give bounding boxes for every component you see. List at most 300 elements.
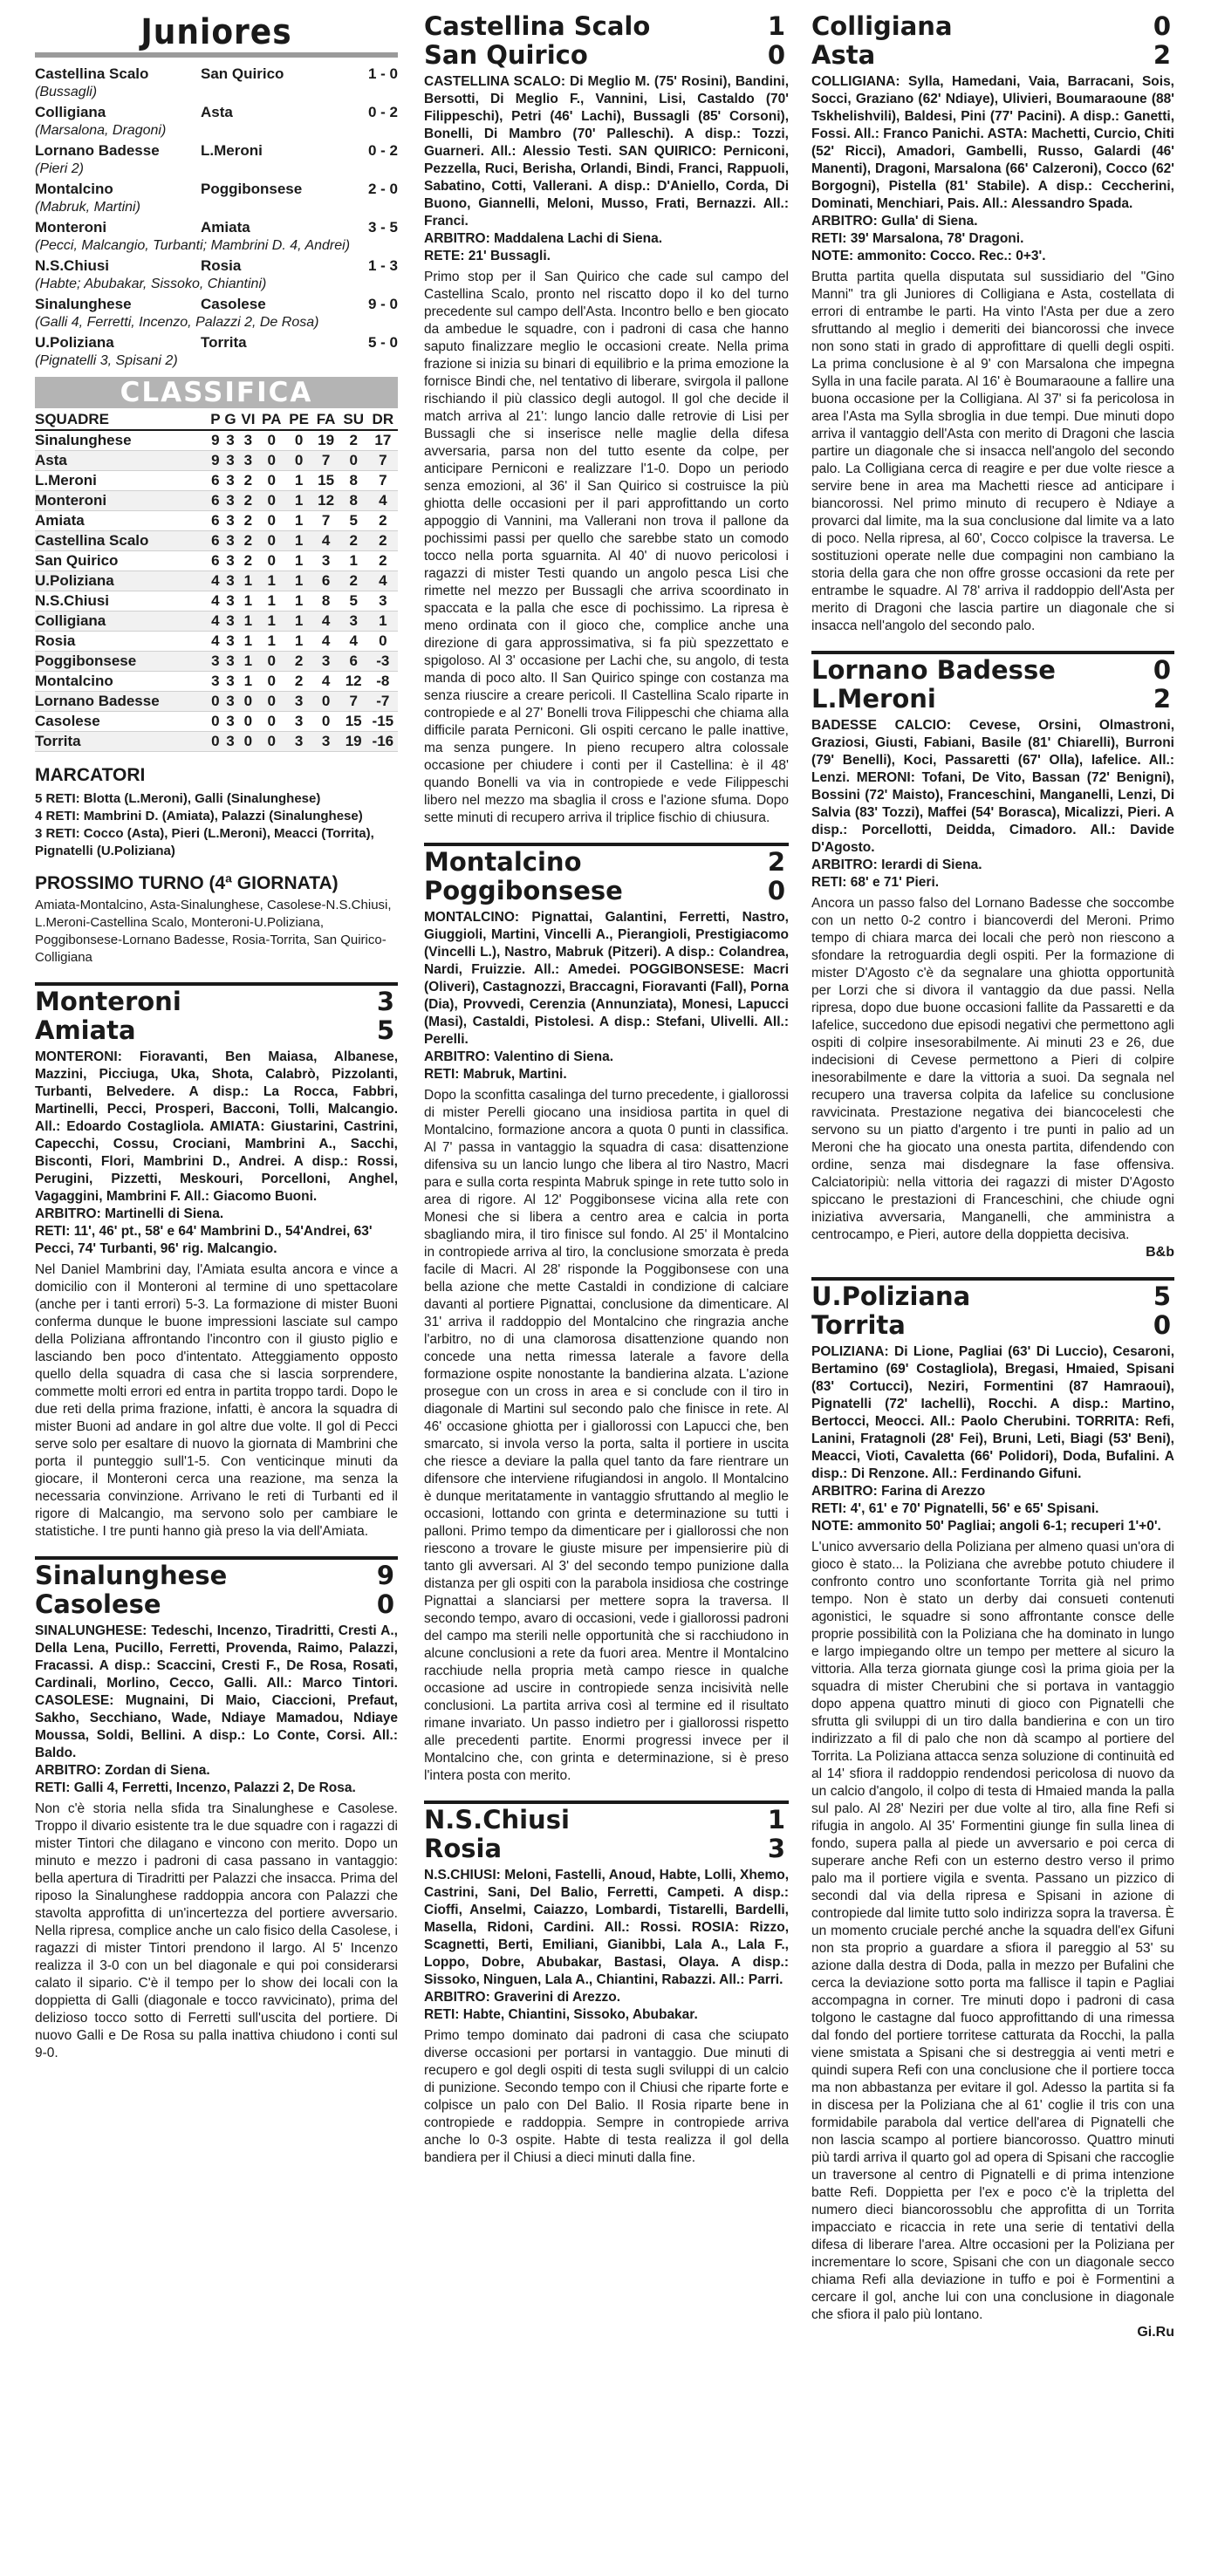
scorer-goals-label: 5 RETI:: [35, 791, 80, 806]
home-team: Lornano Badesse: [811, 655, 1056, 685]
home-team: Colligiana: [811, 11, 953, 41]
standings-cell: 1: [258, 591, 285, 612]
goals: RETI: 68' e 71' Pieri.: [811, 875, 940, 890]
match-lornano-meroni: [811, 651, 1174, 1261]
match-montalcino-poggibonsese: [424, 843, 789, 1785]
standings-row: [35, 712, 398, 732]
home-team: U.Poliziana: [811, 1281, 971, 1311]
result-row: [35, 256, 398, 275]
result-scorers-row: [35, 160, 398, 180]
home-team: Castellina Scalo: [35, 65, 149, 82]
result-scorers: (Mabruk, Martini): [35, 200, 140, 215]
standings-cell: 6: [339, 652, 368, 672]
referee: ARBITRO: Martinelli di Siena.: [35, 1206, 224, 1221]
result-score: 0 - 2: [367, 104, 398, 120]
standings-header-cell: PA: [258, 410, 285, 430]
standings-cell: 3: [285, 692, 313, 712]
standings-cell: 0: [285, 451, 313, 471]
lineups: COLLIGIANA: Sylla, Hamedani, Vaia, Barracani, Sois, Socci, Graziano (62' Ndiaye), Ulivieri, Boumaraoune (88' Tskhelishvili), Baldesi, Pini (77' Pacini). A disp.: Ganetti, Fossi. All.: Franco Panichi. ASTA: Machetti, Curcio, Chiti (52' Ricci), Amadori, Gambelli, Russo, Galardi (46' Manenti), Dragoni, Marsalona (66' Calzeroni), Cocco (62' Borgogni), Pistella (81' Stabile). A disp.: Ceccherini, Dominati, Menchiari, Pais. All.: Alessandro Spada.: [811, 74, 1174, 211]
standings-cell: 17: [368, 430, 398, 451]
team-name: Poggibonsese: [35, 652, 209, 672]
standings-cell: 12: [312, 491, 339, 511]
result-score: 3 - 5: [367, 219, 398, 236]
standings-cell: 6: [209, 491, 222, 511]
result-scorers-row: [35, 198, 398, 218]
referee: ARBITRO: Graverini di Arezzo.: [424, 1990, 621, 2005]
home-team: Colligiana: [35, 104, 106, 120]
standings-cell: 0: [312, 692, 339, 712]
team-name: Torrita: [35, 732, 209, 752]
standings-cell: 2: [339, 531, 368, 551]
standings-cell: 6: [312, 571, 339, 591]
home-score: 0: [1153, 11, 1171, 41]
prossimo-turno-text: Amiata-Montalcino, Asta-Sinalunghese, Casolese-N.S.Chiusi, L.Meroni-Castellina Scalo, Monteroni-U.Poliziana, Poggibonsese-Lornano Badesse, Rosia-Torrita, San Quirico-Colligiana: [35, 898, 392, 965]
match-report: L'unico avversario della Poliziana per almeno quasi un'ora di gioco è stato... la Poliziana che avrebbe potuto chiudere il confronto contro uno sconfortante Torrita già nel primo tempo. Non è stato un derby dai consueti contenuti agonistici, le squadre si sono affrontante consce delle proprie possibilità con la Poliziana che ha dominato in lungo e largo impiegando oltre un tempo per mettere al sicuro la vittoria. Alla terza giornata giunge così la prima gioia per la squadra di mister Cherubini che si portava in vantaggio dopo appena quattro minuti di gioco con Pignatelli che sfrutta gli sviluppi di un tiro dalla bandierina e con un tiro indirizzato a fil di palo che non dà scampo al portiere del Torrita. La Poliziana attacca senza soluzione di continuità ed al 14' sfiora il raddoppio rendendosi pericolosa di nuovo da un calcio d'angolo, il colpo di testa di Hmaied manda la palla sul palo. Al 28' Neziri per due volte al tiro, alla fine Refi si rifugia in angolo. Al 35' Formentini giunge fin sulla linea di fondo, supera palla al piede un avversario e poi cerca di superare anche Refi con un esterno destro verso il primo palo ma il portiere vigila e sventa. Passano un pizzico di secondi dal via della ripresa e Spisani in azione di contropiede dal limite tutto solo indirizza sopra la traversa. È un momento cruciale perché anche la squadra dell'ex Gifuni non sta proprio a guardare a sfiora il pareggio al 53' su azione dalla destra di Doda, palla in mezzo per Bufalini che cerca la deviazione sotto porta ma fallisce il tapin e Pagliai accompagna in corner. Tre minuti dopo i padroni di casa tolgono le castagne dal fuoco approfittando di una rimessa dal fondo del portiere torritese catturata da Rocchi, la palla viene smistata a Spisani che si destreggia ai venti metri e quindi supera Refi con una conclusione che il portiere tocca ma non abbastanza per evitare il gol. Adesso la partita si fa in discesa per la Poliziana che al 61' coglie il tris con una formidabile parabola dal vertice dell'area di Pignatelli che non lascia scampo al portiere biancorosso. Quattro minuti più tardi arriva il quarto gol ad opera di Spisani che raccoglie un traversone al centro di Pignatelli e di prima intenzione batte Refi. Doppietta per l'ex e poco c'è la tripletta del numero dieci biancorossoblu che approfitta di un Torrita impacciato e ricaccia in rete una serie di tentativi della difesa di liberare l'area. Altre occasioni per la Poliziana per incrementare lo score, Spisani che con un diagonale secco chiama Refi alla deviazione in tuffo e poi è Formentini a cercare il gol, anche lui con una conclusione in diagonale che sfiora il palo più lontano.: [811, 1540, 1174, 2322]
home-team: Montalcino: [424, 847, 582, 877]
standings-cell: 3: [222, 511, 238, 531]
away-team: L.Meroni: [201, 142, 263, 159]
results-table: [35, 65, 398, 372]
scorer-names: Blotta (L.Meroni), Galli (Sinalunghese): [83, 791, 321, 806]
team-name: L.Meroni: [35, 471, 209, 491]
match-home-row: [424, 1800, 789, 1835]
result-scorers-row: [35, 313, 398, 333]
standings-cell: 0: [258, 471, 285, 491]
team-name: Lornano Badesse: [35, 692, 209, 712]
away-score: 3: [767, 1834, 785, 1863]
standings-cell: 1: [285, 632, 313, 652]
result-row: [35, 65, 398, 83]
match-report: Nel Daniel Mambrini day, l'Amiata esulta ancora e vince a domicilio con il Monteroni al termine di uno spettacolare (anche per i tanti errori) 5-3. La formazione di mister Buoni conferma dunque le buone impressioni lasciate sul campo della Poliziana affrontando l'incontro con il giusto piglio e lasciando ben poco d'intentato. Atteggiamento opposto quello della squadra di casa che si lascia sorprendere, commette molti errori ed entra in partita troppo tardi. Dopo le due reti della prima frazione, infatti, è ancora la squadra di mister Buoni ad andare in gol altre due volte. Il gol di Pecci serve solo per esaltare di nuovo la giornata di Mambrini che porta il punteggio sull'1-5. Con venticinque minuti da giocare, il Monteroni cerca una reazione, ma senza la necessaria convinzione. Arrivano le reti di Turbanti ed il rigore di Malcangio, ma servono solo per cambiare le statistiche. I tre punti hanno già preso la via dell'Amiata.: [35, 1262, 398, 1539]
notes: NOTE: ammonito: Cocco. Rec.: 0+3'.: [811, 249, 1046, 263]
result-scorers: (Bussagli): [35, 85, 98, 99]
away-team: Rosia: [424, 1834, 503, 1863]
standings-header-cell: SQUADRE: [35, 410, 209, 430]
team-name: Casolese: [35, 712, 209, 732]
standings-cell: 3: [285, 712, 313, 732]
standings-cell: 3: [222, 571, 238, 591]
standings-cell: 3: [222, 692, 238, 712]
standings-cell: 3: [222, 430, 238, 451]
match-report: Non c'è storia nella sfida tra Sinalunghese e Casolese. Troppo il divario esistente tra le due squadre con i ragazzi di mister Tintori che dilagano e vincono con merito. Dopo un minuto e mezzo i padroni di casa passano in vantaggio: bella apertura di Tiradritti per Palazzi che insacca. Prima del riposo la Sinalunghese raddoppia ancora con Palazzi che stavolta approfitta di un'incertezza del portiere avversario. Nella ripresa, complice anche un calo fisico della Casolese, i ragazzi di mister Tintori prendono il largo. Al 5' Incenzo realizza il 3-0 con un bel diagonale e qui poi considerarsi calato il sipario. C'è il tempo per lo show dei locali con la doppietta di Galli (diagonale e tocco ravvicinato), prima del delizioso tocco sotto di Ferretti sull'uscita del portiere. Di nuovo Galli e De Rosa su palla inattiva chiudono i conti sul 9-0.: [35, 1801, 398, 2060]
goals: RETI: 4', 61' e 70' Pignatelli, 56' e 65' Spisani.: [811, 1501, 1099, 1516]
match-away-row: [424, 41, 789, 70]
away-team: Asta: [201, 104, 233, 120]
marcatori-list: [35, 790, 398, 860]
standings-cell: 3: [222, 491, 238, 511]
team-name: Amiata: [35, 511, 209, 531]
standings-cell: 0: [209, 732, 222, 752]
standings-cell: 7: [368, 471, 398, 491]
result-scorers-row: [35, 275, 398, 295]
home-score: 2: [767, 847, 785, 877]
standings-cell: 1: [285, 612, 313, 632]
standings-row: [35, 632, 398, 652]
standings-cell: 3: [312, 551, 339, 571]
standings-cell: 0: [258, 672, 285, 692]
standings-row: [35, 531, 398, 551]
standings-cell: 0: [258, 712, 285, 732]
match-away-row: [811, 41, 1174, 70]
standings-cell: 2: [238, 471, 257, 491]
standings-cell: 3: [222, 712, 238, 732]
away-score: 0: [767, 876, 785, 905]
standings-cell: 4: [312, 632, 339, 652]
standings-cell: 1: [238, 632, 257, 652]
standings-cell: 3: [222, 732, 238, 752]
result-scorers-row: [35, 352, 398, 372]
author-signature: B&b: [1146, 1245, 1174, 1260]
home-team: U.Poliziana: [35, 334, 114, 351]
standings-cell: 1: [339, 551, 368, 571]
standings-cell: 1: [258, 612, 285, 632]
standings-cell: 1: [368, 612, 398, 632]
home-team: N.S.Chiusi: [35, 257, 110, 274]
standings-cell: 5: [339, 511, 368, 531]
match-poliziana-torrita: [811, 1277, 1174, 2341]
standings-cell: 0: [238, 692, 257, 712]
away-team: Amiata: [35, 1015, 136, 1045]
referee: ARBITRO: Valentino di Siena.: [424, 1049, 614, 1064]
home-score: 1: [767, 11, 785, 41]
standings-cell: 0: [209, 712, 222, 732]
standings-cell: 5: [339, 591, 368, 612]
standings-cell: 4: [209, 632, 222, 652]
home-team: Castellina Scalo: [424, 11, 651, 41]
away-score: 2: [1153, 684, 1171, 714]
home-score: 5: [1153, 1281, 1171, 1311]
goals: RETI: 39' Marsalona, 78' Dragoni.: [811, 231, 1024, 246]
standings-row: [35, 652, 398, 672]
referee: ARBITRO: Ierardi di Siena.: [811, 858, 982, 872]
referee: ARBITRO: Zordan di Siena.: [35, 1763, 210, 1778]
scorer-line: [35, 790, 398, 808]
home-team: N.S.Chiusi: [424, 1805, 570, 1835]
standings-row: [35, 471, 398, 491]
standings-cell: 4: [209, 612, 222, 632]
standings-cell: 3: [222, 632, 238, 652]
result-scorers: (Pignatelli 3, Spisani 2): [35, 353, 178, 368]
away-team: Amiata: [201, 219, 250, 236]
standings-cell: 1: [285, 551, 313, 571]
standings-row: [35, 491, 398, 511]
standings-cell: 0: [258, 551, 285, 571]
column-left: [35, 12, 398, 2062]
standings-cell: 4: [368, 571, 398, 591]
standings-cell: 0: [209, 692, 222, 712]
standings-cell: 0: [258, 430, 285, 451]
lineups: MONTALCINO: Pignattai, Galantini, Ferretti, Nastro, Giuggioli, Martini, Vincelli A., Pierangioli, Prestigiacomo (Vincelli L.), Nastro, Mabruk (Pitzeri). A disp.: Colandrea, Nardi, Fruizzie. All.: Amedei. POGGIBONSESE: Macri (Oliveri), Castagnozzi, Braccagni, Fioravanti (Fall), Porna (Dia), Provvedi, Cerenzia (Annunziata), Monesi, Lapucci (Masi), Castaldi, Pistolesi. A disp.: Stefani, Ulivelli. All.: Perelli.: [424, 910, 789, 1047]
team-name: Castellina Scalo: [35, 531, 209, 551]
goals: RETI: Galli 4, Ferretti, Incenzo, Palazzi 2, De Rosa.: [35, 1780, 356, 1795]
standings-cell: 4: [209, 571, 222, 591]
standings-cell: 6: [209, 531, 222, 551]
standings-cell: 3: [209, 672, 222, 692]
standings-cell: 3: [222, 531, 238, 551]
away-score: 5: [376, 1015, 394, 1045]
result-score: 1 - 3: [367, 257, 398, 274]
lineups: CASTELLINA SCALO: Di Meglio M. (75' Rosini), Bandini, Bersotti, Di Meglio F., Vannini, Lisi, Castaldo (70' Filippeschi), Petri (46' Lachi), Bussagli (85' Corsoni), Bonelli, Di Mambro (70' Palleschi). A disp.: Tozzi, Guarneri. All.: Alessio Testi. SAN QUIRICO: Perniconi, Pezzella, Ruci, Berisha, Orlandi, Bindi, Franci, Rappuoli, Sabatino, Cotti, Vallerani. A disp.: D'Aniello, Corda, Di Buono, Giannelli, Meloni, Musso, Frati, Bernazzi. All.: Franci.: [424, 74, 789, 229]
home-team: Sinalunghese: [35, 296, 132, 312]
result-scorers-row: [35, 236, 398, 256]
referee: ARBITRO: Maddalena Lachi di Siena.: [424, 231, 663, 246]
standings-cell: 1: [285, 531, 313, 551]
match-away-row: [35, 1590, 398, 1619]
standings-cell: 3: [238, 430, 257, 451]
home-team: Sinalunghese: [35, 1561, 228, 1590]
team-name: Sinalunghese: [35, 430, 209, 451]
scorer-line: [35, 825, 398, 860]
standings-row: [35, 732, 398, 752]
standings-row: [35, 591, 398, 612]
away-team: Rosia: [201, 257, 242, 274]
standings-cell: 3: [368, 591, 398, 612]
lineups: MONTERONI: Fioravanti, Ben Maiasa, Albanese, Mazzini, Picciuga, Uka, Shota, Calabrò, Pizzolanti, Turbanti, Belvedere. A disp.: La Rocca, Fabbri, Martinelli, Pecci, Prosperi, Bacconi, Tolli, Malcangio. All.: Edoardo Costagliola. AMIATA: Giustarini, Castrini, Capecchi, Cossu, Crociani, Mambrini A., Sacchi, Bisconti, Flori, Mambrini D., Andrei. A disp.: Rossi, Perugini, Pizzetti, Meskouri, Porcelloni, Anghel, Vagaggini, Mambrini F. All.: Giacomo Buoni.: [35, 1049, 398, 1204]
standings-cell: 4: [312, 612, 339, 632]
home-team: Montalcino: [35, 181, 113, 197]
result-score: 0 - 2: [367, 142, 398, 159]
goals: RETI: Mabruk, Martini.: [424, 1067, 567, 1082]
standings-cell: 6: [209, 511, 222, 531]
away-team: Poggibonsese: [201, 181, 303, 197]
standings-cell: 3: [222, 471, 238, 491]
standings-cell: 4: [312, 531, 339, 551]
standings-cell: -8: [368, 672, 398, 692]
away-team: Torrita: [811, 1310, 906, 1340]
match-castellina-sanquirico: [424, 12, 789, 827]
match-sinalunghese-casolese: [35, 1556, 398, 2062]
standings-cell: 9: [209, 430, 222, 451]
juniores-title: Juniores: [35, 12, 398, 58]
standings-cell: 3: [339, 612, 368, 632]
standings-header-cell: VI: [238, 410, 257, 430]
standings-cell: 9: [209, 451, 222, 471]
team-name: Asta: [35, 451, 209, 471]
team-name: Rosia: [35, 632, 209, 652]
standings-cell: 6: [209, 551, 222, 571]
standings-header-cell: DR: [368, 410, 398, 430]
standings-cell: 1: [258, 571, 285, 591]
standings-header-cell: FA: [312, 410, 339, 430]
standings-cell: 2: [238, 531, 257, 551]
standings-cell: 1: [238, 652, 257, 672]
standings-cell: -3: [368, 652, 398, 672]
home-score: 9: [376, 1561, 394, 1590]
prossimo-turno-title: PROSSIMO TURNO (4ª GIORNATA): [35, 873, 339, 893]
classifica-title: CLASSIFICA: [35, 377, 398, 408]
standings-cell: 8: [312, 591, 339, 612]
standings-cell: 2: [238, 491, 257, 511]
match-report: Ancora un passo falso del Lornano Badesse che soccombe con un netto 0-2 contro i biancoverdi del Meroni. Primo tempo di chiara marca dei locali che però non riescono a sfondare la retroguardia degli ospiti. Per la formazione di mister D'Agosto c'è da segnalare una ghiotta opportunità per Lorzi che si divora il vantaggio da due passi. Nella ripresa, dopo due buone occasioni fallite da Passaretti e da Iafelice, succedono due episodi negativi che permettono agli ospiti di colpire insesorabilmente. Ai minuti 23 e 26, due indecisioni di Cevese permettono a Pieri di colpire inesorabilmente e dare la vittoria a suoi. Da segnala nel recupero una traversa colpita da Iafelice su conclusione ravvicinata. Prestazione negativa dei biancocelesti che servono su un piatto d'argento i tre punti in palio ad un Meroni che ha giocato una onesta partita, difendendo con ordine, senza mai disdegnare la fase offensiva. Calciatoripiù: nella vittoria dei ragazzi di mister D'Agosto spiccano le prestazioni di Franceschini, che chiude ogni iniziativa avversaria, Manganelli, che amministra a centrocampo, e Pieri, autore della doppietta decisiva.: [811, 896, 1174, 1242]
away-score: 0: [1153, 1310, 1171, 1340]
match-report: Dopo la sconfitta casalinga del turno precedente, i giallorossi di mister Perelli giocano una insidiosa partita in quel di Montalcino, formazione ancora a quota 0 punti in classifica. Al 7' passa in vantaggio la squadra di casa: disattenzione difensiva su un lancio lungo che libera al tiro Nastro, Macri para e sulla corta respinta Mabruk spinge in rete tutto solo in area di rigore. Al 12' Poggibonsese vicina alla rete con Monesi che si libera a centro area e calcia in porta sbagliando mira, il tiro finisce sul fondo. Al 25' il Montalcino in contropiede arriva al tiro, la conclusione smorzata è preda facile di Macri. Al 28' risponde la Poggibonsese con una bella azione che mette Castaldi in condizione di calciare davanti al portiere Pignattai, conclusione da dimenticare. Al 31' arriva il raddoppio del Montalcino che ringrazia anche l'arbitro, no di una clamorosa disattenzione quando non concede una netta rimessa laterale a favore della formazione ospite nonostante la bandierina alzata. L'azione prosegue con un cross in area e si conclude con il tiro in diagonale di Martini sul secondo palo che finisce in rete. Al 46' occasione ghiotta per i giallorossi con Lapucci che, ben smarcato, si invola verso la porta, salta il portiere in uscita che riesce a deviare la palla quel tanto da fare rientrare un difensore che interviene rifugiandosi in angolo. Il Montalcino è dunque meritatamente in vantaggio sfruttando al meglio le occasioni, lottando con grinta e determinazione su tutti i palloni. Primo tempo da dimenticare per i giallorossi che non riescono a trovare le giuste misure per impensierire più di tanto gli avversari. Al 3' del secondo tempo punizione dalla distanza per gli ospiti con la parabola insidiosa che costringe Pignattai a slanciarsi per mettere sopra la traversa. Il secondo tempo, avaro di occasioni, vede i giallorossi padroni del campo ma sterili nelle opportunità che si racchiudono in alcune conclusioni a rete da fuori area. Mentre il Montalcino racchiude nella propria metà campo riesce in qualche occasione ad uscire in contropiede senza incisività nelle conclusioni. La partita arriva così al termine ed il risultato rimane invariato. Un passo indietro per i giallorossi rispetto alle precedenti partite. Enormi progressi invece per il Montalcino che, con grinta e determinazione, si è preso l'intera posta con merito.: [424, 1088, 789, 1783]
standings-cell: 2: [339, 571, 368, 591]
standings-cell: 1: [285, 491, 313, 511]
standings-header-cell: PE: [285, 410, 313, 430]
standings-row: [35, 430, 398, 451]
standings-cell: 0: [258, 491, 285, 511]
home-team: Monteroni: [35, 219, 107, 236]
result-row: [35, 295, 398, 313]
home-team: Monteroni: [35, 987, 181, 1016]
match-monteroni-amiata: [35, 982, 398, 1541]
standings-cell: 15: [339, 712, 368, 732]
standings-header-cell: P: [209, 410, 222, 430]
match-home-row: [811, 12, 1174, 41]
standings-cell: 2: [368, 551, 398, 571]
standings-cell: 4: [339, 632, 368, 652]
match-away-row: [811, 1311, 1174, 1340]
lineups: BADESSE CALCIO: Cevese, Orsini, Olmastroni, Graziosi, Giusti, Fabiani, Basile (81' Chiarelli), Burroni (79' Benelli), Koci, Passaretti (67' Olla), Iafelice. All.: Lenzi. MERONI: Tofani, De Vito, Bassan (72' Benigni), Bossini (72' Maisto), Franceschini, Manganelli, Lenzi, Di Salvia (83' Tozzi), Maffei (54' Borasca), Micalizzi, Pieri. A disp.: Porcellotti, Deidda, Cimadoro. All.: Davide D'Agosto.: [811, 718, 1174, 855]
team-name: Colligiana: [35, 612, 209, 632]
away-team: L.Meroni: [811, 684, 936, 714]
away-score: 0: [767, 40, 785, 70]
away-team: Casolese: [201, 296, 266, 312]
standings-cell: 1: [238, 672, 257, 692]
standings-cell: 3: [312, 732, 339, 752]
standings-cell: 0: [238, 732, 257, 752]
column-right: [811, 12, 1174, 2341]
match-home-row: [811, 651, 1174, 685]
away-team: Torrita: [201, 334, 247, 351]
standings-cell: -7: [368, 692, 398, 712]
standings-cell: 7: [368, 451, 398, 471]
standings-cell: 3: [238, 451, 257, 471]
standings-cell: 4: [209, 591, 222, 612]
standings-row: [35, 551, 398, 571]
standings-cell: 0: [258, 692, 285, 712]
standings-cell: 0: [258, 451, 285, 471]
scorer-line: [35, 808, 398, 825]
away-team: Poggibonsese: [424, 876, 623, 905]
match-away-row: [424, 877, 789, 905]
standings-cell: 1: [285, 571, 313, 591]
standings-cell: 0: [258, 531, 285, 551]
team-name: Monteroni: [35, 491, 209, 511]
result-row: [35, 103, 398, 121]
standings-cell: -15: [368, 712, 398, 732]
team-name: N.S.Chiusi: [35, 591, 209, 612]
result-scorers-row: [35, 121, 398, 141]
standings-cell: 1: [238, 591, 257, 612]
lineups: SINALUNGHESE: Tedeschi, Incenzo, Tiradritti, Cresti A., Della Lena, Pucillo, Ferretti, Provenda, Raimo, Palazzi, Fracassi. A disp.: Scaccini, Cresti F., De Rosa, Rosati, Cardinali, Morlino, Cecco, Galli. All.: Marco Tintori. CASOLESE: Mugnaini, Di Maio, Ciaccioni, Prefaut, Sakho, Secchiano, Wade, Ndiaye Mamadou, Ndiaye Moussa, Soldi, Bellini. A disp.: Lo Conte, Corsi. All.: Baldo.: [35, 1623, 398, 1760]
standings-cell: 3: [222, 591, 238, 612]
match-report: Brutta partita quella disputata sul sussidiario del "Gino Manni" tra gli Juniores di Colligiana e Asta, costellata di errori di entrambe le parti. Ha vinto l'Asta per due a zero sfruttando al meglio i demeriti dei biancorossi che invece non sono stati in grado di approfittare di quelli degli ospiti. La prima conclusione è al 9' con Marsalona che impegna Sylla in una facile parata. Al 16' è Boumaraoune a fallire una buona occasione per la Colligiana. Al 37' si fa pericolosa in area l'Asta ma Sylla sbroglia in due tempi. Due minuti dopo arriva il vantaggio dell'Asta con merito di Dragoni che lascia partire un diagonale che si insacca nell'angolo del secondo palo. La Colligiana cerca di reagire e per due volte riesce a servire bene in area ma Machetti riesce ad anticipare i biancorossi. Nel primo minuto di recupero è Ndiaye a provarci dal limite, ma la sua conclusione dal limite va a lato di poco. Nella ripresa, al 60', Cocco colpisce la traversa. Le sostituzioni operate nelle due compagini non cambiano la storia della gara che non offre grosse occasioni da rete per entrambe le squadre. Al 78' arriva il raddoppio dell'Asta per merito di Dragoni che lascia partire un diagonale che si insacca nell'angolo del secondo palo.: [811, 270, 1174, 633]
scorer-names: Mambrini D. (Amiata), Palazzi (Sinalunghese): [83, 809, 363, 823]
standings-cell: 0: [258, 511, 285, 531]
standings-cell: 3: [222, 672, 238, 692]
home-team: Lornano Badesse: [35, 142, 160, 159]
result-scorers: (Habte; Abubakar, Sissoko, Chiantini): [35, 277, 267, 291]
standings-cell: 1: [285, 591, 313, 612]
scorer-names: Cocco (Asta), Pieri (L.Meroni), Meacci (Torrita), Pignatelli (U.Poliziana): [35, 826, 374, 858]
home-score: 1: [767, 1805, 785, 1835]
away-team: Asta: [811, 40, 876, 70]
standings-cell: 2: [238, 551, 257, 571]
standings-row: [35, 612, 398, 632]
standings-cell: 2: [339, 430, 368, 451]
standings-cell: -16: [368, 732, 398, 752]
match-report: Primo stop per il San Quirico che cade sul campo del Castellina Scalo, pronto nel riscatto dopo il ko del turno precedente sul campo dell'Asta. Incontro bello e ben giocato da ambedue le squadre, con i padroni di casa che hanno saputo finalizzare meglio le occasioni create. Nella prima frazione si inizia su binari di equilibrio e la prima emozione la fornisce Bindi che, nel tentativo di liberare, svirgola il pallone rischiando il più classico degli autogol. Il gol che decide il match arriva al 21': lungo lancio dalle retrovie di Lisi per Bussagli che si inserisce nelle maglie della difesa avversaria, parsa non del tutto esente da colpe, per anticipare Perniconi e realizzare l'1-0. Dopo un periodo senza emozioni, al 36' il San Quirico si costruisce la più ghiotta delle occasioni per il pari approfittando un corto appoggio di Vannini, ma Vallerani non trova il pallone da pochissimi passi per quello che sarebbe stato un comodo tocco nella porta sguarnita. Al 40' di nuovo pericolosi i ragazzi di mister Testi quando un angolo pesca Lisi che rimette nel mezzo per Bussagli che arriva scoordinato in spaccata e la palla che esce di pochissimo. La ripresa è meno ordinata con il gioco che, complice anche una direzione di gara approssimativa, si fa più spezzettato e spigoloso. Al 3' occasione per Lachi che, su angolo, di testa manda di poco alto. Il San Quirico spinge con costanza ma senza riuscire a creare pericoli. Il Castellina Scalo riparte in contropiede e al 27' Bonelli trova Filippeschi che chiama alla difficile parata Perniconi. Gli ospiti cercano le palle inattive, ma senza pungere. In pieno recupero altra colossale occasione per chiudere i conti per il Castellina: è il 48' quando Bonelli va via in contropiede e vede Filippeschi libero nel mezzo ma sbaglia il cross e l'azione sfuma. Dopo sette minuti di recupero arriva il triplice fischio di chiusura.: [424, 270, 789, 825]
scorer-goals-label: 3 RETI:: [35, 826, 80, 841]
result-row: [35, 180, 398, 198]
standings-cell: 1: [238, 571, 257, 591]
standings-cell: 4: [368, 491, 398, 511]
result-score: 1 - 0: [367, 65, 398, 82]
away-team: San Quirico: [201, 65, 284, 82]
standings-cell: 0: [258, 732, 285, 752]
home-score: 0: [1153, 655, 1171, 685]
author-signature: Gi.Ru: [1137, 2325, 1174, 2340]
standings-row: [35, 451, 398, 471]
lineups: POLIZIANA: Di Lione, Pagliai (63' Di Luccio), Cesaroni, Bertamino (69' Costagliola), Bregasi, Hmaied, Spisani (83' Cortucci), Neziri, Formentini (87 Hamraoui), Pignatelli (72' Iachelli), Rocchi. A disp.: Martino, Bertocci, Meocci. All.: Paolo Cherubini. TORRITA: Refi, Lanini, Fratagnoli (28' Fei), Bruni, Leti, Biagi (53' Beni), Meacci, Vioti, Cavaletta (66' Polidori), Doda, Bufalini. A disp.: Di Renzone. All.: Ferdinando Gifuni.: [811, 1344, 1174, 1481]
result-row: [35, 141, 398, 160]
standings-cell: 3: [222, 612, 238, 632]
standings-cell: 2: [368, 531, 398, 551]
match-home-row: [811, 1277, 1174, 1311]
standings-cell: 3: [222, 652, 238, 672]
result-row: [35, 333, 398, 352]
standings-cell: 4: [312, 672, 339, 692]
match-report: Primo tempo dominato dai padroni di casa che sciupato diverse occasioni per portarsi in vantaggio. Due minuti di recupero e gol degli ospiti di testa sugli sviluppi di un calcio di punizione. Secondo tempo con il Chiusi che riparte forte e colpisce un palo con Del Balio. Il Rosia riparte bene in contropiede e raddoppia. Sempre in contropiede arriva anche lo 0-3 ospite. Habte di testa realizza il gol della bandiera per il Chiusi a dieci minuti dalla fine.: [424, 2028, 789, 2165]
result-scorers-row: [35, 83, 398, 103]
standings-cell: 8: [339, 471, 368, 491]
goals: RETI: Habte, Chiantini, Sissoko, Abubakar.: [424, 2007, 698, 2022]
standings-cell: 1: [285, 471, 313, 491]
standings-cell: 2: [368, 511, 398, 531]
scorer-goals-label: 4 RETI:: [35, 809, 80, 823]
standings-cell: 0: [285, 430, 313, 451]
result-scorers: (Pecci, Malcangio, Turbanti; Mambrini D. 4, Andrei): [35, 238, 351, 253]
standings-cell: 2: [285, 672, 313, 692]
match-home-row: [424, 843, 789, 877]
standings-cell: 2: [285, 652, 313, 672]
goals: RETE: 21' Bussagli.: [424, 249, 551, 263]
standings-cell: 0: [339, 451, 368, 471]
team-name: U.Poliziana: [35, 571, 209, 591]
standings-row: [35, 571, 398, 591]
match-away-row: [811, 685, 1174, 714]
standings-cell: 0: [238, 712, 257, 732]
match-away-row: [424, 1835, 789, 1863]
standings-cell: 1: [285, 511, 313, 531]
home-score: 3: [376, 987, 394, 1016]
standings-cell: 3: [222, 451, 238, 471]
notes: NOTE: ammonito 50' Pagliai; angoli 6-1; recuperi 1'+0'.: [811, 1519, 1161, 1534]
standings-cell: 8: [339, 491, 368, 511]
away-team: Casolese: [35, 1589, 161, 1619]
match-away-row: [35, 1016, 398, 1045]
standings-cell: 0: [312, 712, 339, 732]
referee: ARBITRO: Farina di Arezzo: [811, 1484, 986, 1499]
result-score: 2 - 0: [367, 181, 398, 197]
goals: RETI: 11', 46' pt., 58' e 64' Mambrini D., 54'Andrei, 63' Pecci, 74' Turbanti, 96' rig. Malcangio.: [35, 1224, 373, 1256]
team-name: San Quirico: [35, 551, 209, 571]
team-name: Montalcino: [35, 672, 209, 692]
away-score: 2: [1153, 40, 1171, 70]
standings-cell: 2: [238, 511, 257, 531]
lineups: N.S.CHIUSI: Meloni, Fastelli, Anoud, Habte, Lolli, Xhemo, Castrini, Sani, Del Balio, Ferretti, Campeti. A disp.: Cioffi, Anselmi, Caiazzo, Lombardi, Tistarelli, Bardelli, Masella, Ridoni, Cardini. All.: Rossi. ROSIA: Rizzo, Scagnetti, Berti, Emiliani, Gianibbi, Lala A., Lala F., Loppo, Dobre, Abubakar, Bastasi, Olaya. A disp.: Sissoko, Ninguen, Lala A., Chiantini, Rabazzi. All.: Parri.: [424, 1868, 789, 1987]
result-score: 9 - 0: [367, 296, 398, 312]
standings-cell: 3: [312, 652, 339, 672]
result-score: 5 - 0: [367, 334, 398, 351]
standings-row: [35, 511, 398, 531]
standings-cell: 15: [312, 471, 339, 491]
referee: ARBITRO: Gulla' di Siena.: [811, 214, 978, 229]
away-team: San Quirico: [424, 40, 588, 70]
standings-cell: 1: [258, 632, 285, 652]
result-scorers: (Marsalona, Dragoni): [35, 123, 167, 138]
